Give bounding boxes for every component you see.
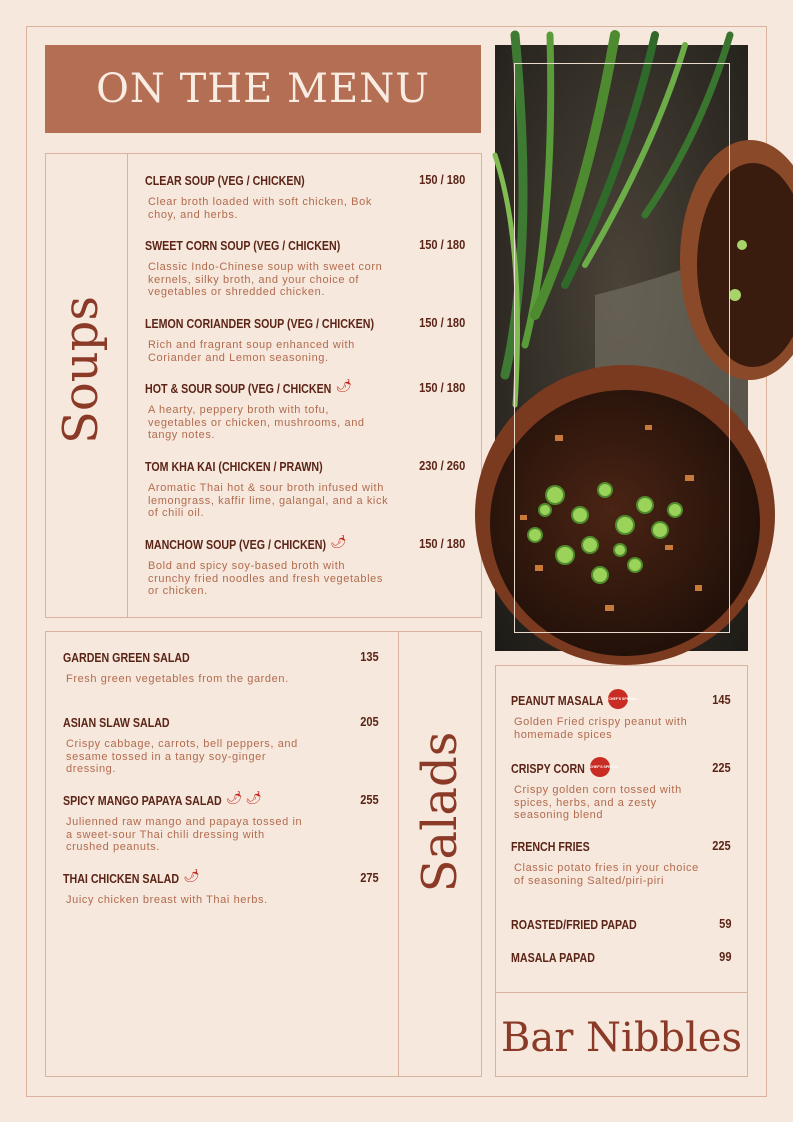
photo-inner-frame — [514, 63, 730, 633]
item-header — [511, 692, 731, 710]
item-price: 230 / 260 — [418, 458, 465, 473]
bar-nibbles-divider — [495, 992, 748, 993]
item-description: A hearty, peppery broth with tofu, vegetables or chicken, mushrooms, and tangy notes. — [148, 404, 365, 441]
menu-item — [63, 870, 379, 907]
item-price: 225 — [712, 838, 731, 853]
item-markers — [586, 757, 619, 777]
item-name: ROASTED/FRIED PAPAD — [511, 917, 637, 932]
item-price: 150 / 180 — [418, 172, 465, 187]
item-markers — [604, 689, 638, 709]
menu-item — [511, 916, 731, 934]
item-description: Rich and fragrant soup enhanced with Coriander and Lemon seasoning. — [148, 339, 355, 364]
chili-pepper-icon: 🌶 — [330, 534, 347, 549]
item-header — [145, 172, 465, 190]
item-name: FRENCH FRIES — [511, 839, 590, 854]
item-description: Crispy cabbage, carrots, bell peppers, and sesame tossed in a tangy soy-ginger dressing. — [66, 738, 298, 775]
menu-item — [145, 237, 465, 299]
item-header — [63, 714, 379, 732]
item-name: CLEAR SOUP (VEG / CHICKEN) — [145, 173, 305, 188]
item-header — [145, 315, 465, 333]
item-header — [145, 380, 465, 398]
page-title: ON THE MENU — [96, 66, 430, 112]
menu-item — [145, 315, 465, 364]
chefs-special-badge-icon: CHEF'S SPECIAL — [590, 757, 610, 777]
item-name: ASIAN SLAW SALAD — [63, 715, 170, 730]
salads-divider — [398, 631, 399, 1077]
soups-section-title: Soups — [53, 295, 109, 445]
header-banner — [45, 45, 481, 133]
item-price: 150 / 180 — [418, 315, 465, 330]
menu-item — [63, 792, 379, 854]
chili-pepper-icon: 🌶 — [225, 790, 243, 805]
menu-item — [511, 760, 731, 822]
chili-pepper-icon: 🌶 — [245, 790, 262, 805]
menu-item — [511, 838, 731, 887]
chili-pepper-icon: 🌶 — [335, 378, 352, 393]
item-name: TOM KHA KAI (CHICKEN / PRAWN) — [145, 459, 323, 474]
item-price: 150 / 180 — [418, 380, 465, 395]
item-header — [63, 649, 379, 667]
item-markers — [327, 533, 347, 551]
item-description: Crispy golden corn tossed with spices, herbs, and a zesty seasoning blend — [514, 784, 682, 821]
item-description: Clear broth loaded with soft chicken, Bok choy, and herbs. — [148, 196, 372, 221]
item-price: 205 — [360, 714, 379, 729]
menu-item — [145, 172, 465, 221]
menu-item — [145, 536, 465, 598]
menu-item — [511, 692, 731, 741]
menu-item — [511, 949, 731, 967]
salads-section-title: Salads — [412, 731, 468, 893]
item-header — [511, 916, 731, 934]
item-header — [63, 870, 379, 888]
item-header — [511, 760, 731, 778]
bar-nibbles-section-title: Bar Nibbles — [500, 1015, 743, 1061]
soups-divider — [127, 153, 128, 618]
item-price: 225 — [712, 760, 731, 775]
item-markers — [332, 377, 352, 395]
item-header — [63, 792, 379, 810]
item-description: Fresh green vegetables from the garden. — [66, 673, 289, 685]
item-description: Juicy chicken breast with Thai herbs. — [66, 894, 268, 906]
item-description: Julienned raw mango and papaya tossed in a sweet-sour Thai chili dressing with crushed peanuts. — [66, 816, 303, 853]
item-price: 150 / 180 — [418, 536, 465, 551]
item-price: 59 — [718, 916, 731, 931]
item-markers — [223, 789, 262, 807]
item-description: Bold and spicy soy-based broth with crunchy fried noodles and fresh vegetables or chicken. — [148, 560, 383, 597]
item-price: 255 — [360, 792, 379, 807]
item-name: MANCHOW SOUP (VEG / CHICKEN) — [145, 537, 327, 552]
item-header — [511, 838, 731, 856]
item-price: 275 — [360, 870, 379, 885]
menu-item — [145, 458, 465, 520]
item-name: GARDEN GREEN SALAD — [63, 650, 190, 665]
chili-pepper-icon: 🌶 — [183, 868, 200, 883]
menu-item — [145, 380, 465, 442]
item-name: HOT & SOUR SOUP (VEG / CHICKEN — [145, 381, 332, 396]
item-name: LEMON CORIANDER SOUP (VEG / CHICKEN) — [145, 316, 375, 331]
item-description: Classic Indo-Chinese soup with sweet corn kernels, silky broth, and your choice of vegetables or shredded chicken. — [148, 261, 383, 298]
item-header — [145, 237, 465, 255]
item-name: THAI CHICKEN SALAD — [63, 871, 180, 886]
item-name: MASALA PAPAD — [511, 950, 595, 965]
item-markers — [180, 867, 200, 885]
menu-item — [63, 714, 379, 776]
chefs-special-badge-icon: CHEF'S SPECIAL — [608, 689, 628, 709]
item-header — [145, 536, 465, 554]
item-description: Golden Fried crispy peanut with homemade spices — [514, 716, 688, 741]
item-description: Aromatic Thai hot & sour broth infused with lemongrass, kaffir lime, galangal, and a kick of chili oil. — [148, 482, 389, 519]
item-price: 135 — [360, 649, 379, 664]
item-name: SPICY MANGO PAPAYA SALAD — [63, 793, 222, 808]
item-name: CRISPY CORN — [511, 761, 585, 776]
item-price: 145 — [712, 692, 731, 707]
item-header — [145, 458, 465, 476]
item-price: 150 / 180 — [418, 237, 465, 252]
item-name: PEANUT MASALA — [511, 693, 604, 708]
item-header — [511, 949, 731, 967]
item-name: SWEET CORN SOUP (VEG / CHICKEN) — [145, 238, 341, 253]
item-price: 99 — [718, 949, 731, 964]
menu-item — [63, 649, 379, 686]
item-description: Classic potato fries in your choice of seasoning Salted/piri-piri — [514, 862, 699, 887]
